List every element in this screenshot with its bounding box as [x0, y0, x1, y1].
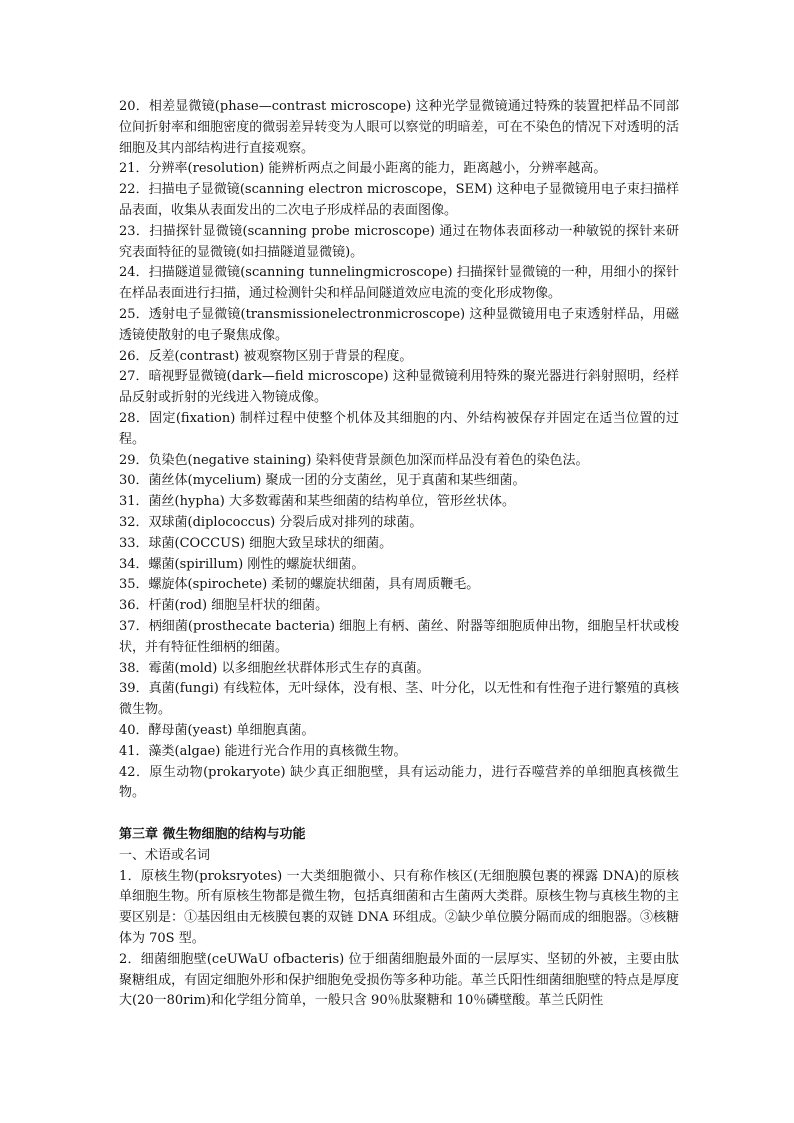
term-33: 33．球菌(COCCUS) 细胞大致呈球状的细菌。: [119, 535, 393, 551]
document-page: [119, 97, 679, 1012]
term-41: 41．藻类(algae) 能进行光合作用的真核微生物。: [119, 743, 407, 759]
chapter3-item-2: 2．细菌细胞壁(ceUWaU ofbacteris) 位于细菌细胞最外面的一层厚实、坚韧的外被，主要由肽聚糖组成，有固定细胞外形和保护细胞免受损伤等多种功能。革兰氏阳性细菌细胞壁的特点是厚度大(20一80rim)和化学组分简单，一般只含 90％肽聚糖和 10％磷壁酸。革兰氏阴性: [119, 951, 679, 1009]
term-26: 26．反差(contrast) 被观察物区别于背景的程度。: [119, 348, 413, 364]
term-21: 21．分辨率(resolution) 能辨析两点之间最小距离的能力，距离越小，分辨率越高。: [119, 161, 607, 177]
term-31: 31．菌丝(hypha) 大多数霉菌和某些细菌的结构单位，管形丝状体。: [119, 494, 515, 510]
term-40: 40．酵母菌(yeast) 单细胞真菌。: [119, 722, 315, 738]
term-22: 22．扫描电子显微镜(scanning electron microscope，SEM) 这种电子显微镜用电子束扫描样品表面，收集从表面发出的二次电子形成样品的表面图像。: [119, 182, 679, 218]
term-25: 25．透射电子显微镜(transmissionelectronmicroscope) 这种显微镜用电子束透射样品，用磁透镜使散射的电子聚焦成像。: [119, 306, 679, 343]
term-32: 32．双球菌(diplococcus) 分裂后成对排列的球菌。: [119, 514, 423, 530]
chapter3-item-1: 1．原核生物(proksryotes) 一大类细胞微小、只有称作核区(无细胞膜包裹的裸露 DNA)的原核单细胞生物。所有原核生物都是微生物，包括真细菌和古生菌两大类群。原核生物与真核生物的主要区别是：①基因组由无核膜包裹的双链 DNA 环组成。②缺少单位膜分隔而成的细胞器。③核糖体为 70S 型。: [119, 868, 679, 947]
term-27: 27．暗视野显微镜(dark—field microscope) 这种显微镜利用特殊的聚光器进行斜射照明，经样品反射或折射的光线进入物镜成像。: [119, 369, 679, 406]
term-36: 36．杆菌(rod) 细胞呈杆状的细菌。: [119, 598, 329, 614]
term-39: 39．真菌(fungi) 有线粒体，无叶绿体，没有根、茎、叶分化，以无性和有性孢子进行繁殖的真核微生物。: [119, 681, 679, 718]
term-37: 37．柄细菌(prosthecate bacteria) 细胞上有柄、菌丝、附器等细胞质伸出物，细胞呈杆状或梭状，并有特征性细柄的细菌。: [119, 618, 679, 655]
term-28: 28．固定(fixation) 制样过程中使整个机体及其细胞的内、外结构被保存并固定在适当位置的过程。: [119, 410, 679, 447]
term-38: 38．霉菌(mold) 以多细胞丝状群体形式生存的真菌。: [119, 660, 430, 676]
term-20: 20．相差显微镜(phase—contrast microscope) 这种光学显微镜通过特殊的装置把样品不同部位间折射率和细胞密度的微弱差异转变为人眼可以察觉的明暗差，可在不染色的情况下对透明的活细胞及其内部结构进行直接观察。: [119, 99, 679, 156]
term-23: 23．扫描探针显微镜(scanning probe microscope) 通过在物体表面移动一种敏锐的探针来研究表面特征的显微镜(如扫描隧道显微镜)。: [119, 223, 679, 260]
chapter-heading: 第三章 微生物细胞的结构与功能: [119, 827, 306, 843]
term-29: 29．负染色(negative staining) 染料使背景颜色加深而样品没有着色的染色法。: [119, 452, 589, 468]
term-42: 42．原生动物(prokaryote) 缺少真正细胞壁，具有运动能力，进行吞噬营养的单细胞真核微生物。: [119, 764, 679, 801]
term-30: 30．菌丝体(mycelium) 聚成一团的分支菌丝，见于真菌和某些细菌。: [119, 473, 526, 489]
term-34: 34．螺菌(spirillum) 刚性的螺旋状细菌。: [119, 556, 365, 572]
section-subtitle: 一、术语或名词: [119, 847, 211, 863]
term-35: 35．螺旋体(spirochete) 柔韧的螺旋状细菌，具有周质鞭毛。: [119, 577, 480, 593]
term-24: 24．扫描隧道显微镜(scanning tunnelingmicroscope) 扫描探针显微镜的一种，用细小的探针在样品表面进行扫描，通过检测针尖和样品间隧道效应电流的变化形成物像。: [119, 265, 679, 302]
